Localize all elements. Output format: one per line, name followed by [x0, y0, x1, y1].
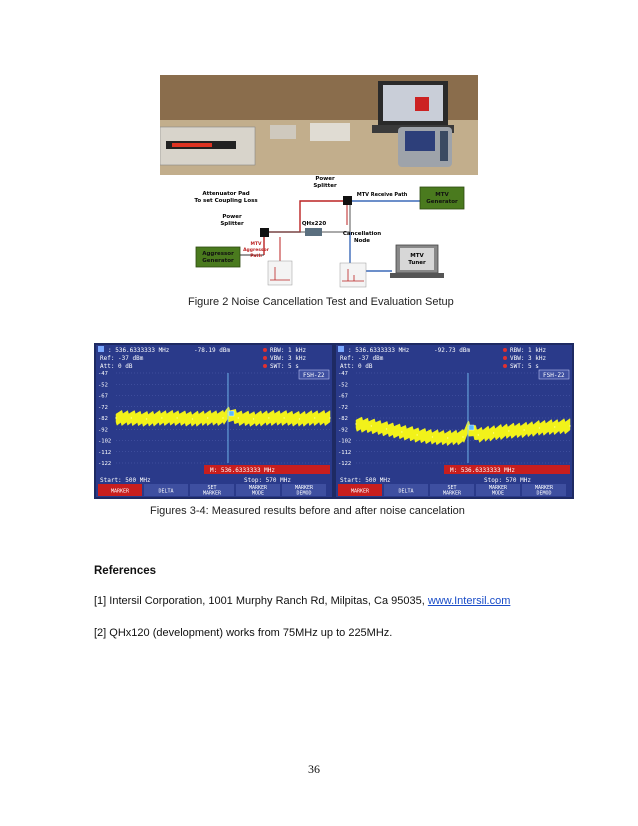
start-freq-readout: Start: 500 MHz — [340, 477, 391, 484]
y-tick-label: -112 — [98, 449, 112, 456]
softkey-label: MARKER — [488, 485, 508, 491]
label-aggressor-path-3: Path — [250, 254, 262, 259]
data-point — [478, 434, 479, 435]
softkey-label: MARKER — [248, 485, 268, 491]
swt-readout: SWT: 5 s — [510, 363, 539, 370]
softkey-row-after — [338, 484, 566, 497]
spectrum-inset-aggressor — [268, 261, 292, 285]
data-point — [329, 417, 330, 418]
y-tick-label: -52 — [98, 382, 108, 389]
data-point — [539, 427, 540, 428]
figure-2-caption: Figure 2 Noise Cancellation Test and Evaluation Setup — [188, 296, 454, 308]
data-point — [432, 436, 433, 437]
softkey-label: MARKER — [350, 488, 370, 495]
aggressor-generator-box — [196, 247, 240, 267]
analyzer-screens-figure — [94, 343, 574, 499]
y-tick-label: -112 — [338, 449, 352, 456]
label-cancellation-1: Cancellation — [342, 231, 382, 237]
vbw-readout: VBW: 3 kHz — [510, 355, 547, 362]
data-point — [146, 418, 147, 419]
model-badge: FSH-Z2 — [543, 372, 565, 379]
references-heading: References — [94, 565, 157, 577]
label-qhx220: QHx220 — [301, 221, 327, 227]
rbw-readout: RBW: 1 kHz — [270, 347, 307, 354]
label-splitter-left-2: Splitter — [220, 221, 244, 227]
label-cancellation-2: Node — [353, 238, 371, 244]
label-attenuator-2: To set Coupling Loss — [194, 198, 258, 204]
data-point — [192, 418, 193, 419]
y-tick-label: -122 — [338, 461, 352, 467]
softkey-label: MARKER — [442, 490, 462, 497]
data-point — [401, 431, 402, 432]
data-point — [268, 417, 269, 418]
marker-info-text: M: 536.6333333 MHz — [210, 467, 276, 474]
y-tick-label: -72 — [98, 404, 108, 411]
swt-readout: SWT: 5 s — [270, 363, 299, 370]
figures-3-4-caption: Figures 3-4: Measured results before and after noise cancelation — [150, 505, 465, 517]
intersil-link[interactable]: www.Intersil.com — [427, 595, 511, 607]
model-badge: FSH-Z2 — [303, 372, 325, 379]
data-point — [416, 434, 417, 435]
marker-freq-readout: : 536.6333333 MHz — [348, 347, 410, 354]
y-tick-label: -47 — [338, 371, 348, 377]
analyzer-screen-after — [336, 345, 572, 497]
setup-figure-graphic — [160, 75, 478, 295]
marker-flag — [229, 411, 234, 416]
data-point — [523, 429, 524, 430]
setup-figure — [160, 75, 478, 295]
label-splitter-left-1: Power — [222, 214, 242, 220]
page-number: 36 — [308, 762, 320, 776]
softkey-label: MARKER — [110, 488, 130, 495]
label-mtv-generator-1: MTV — [435, 192, 449, 198]
y-tick-label: -92 — [338, 427, 348, 434]
data-point — [161, 417, 162, 418]
y-tick-label: -82 — [338, 416, 348, 422]
mtv-generator-box — [420, 187, 464, 209]
analyzer-screen-before — [96, 345, 332, 497]
label-mtv-tuner-1: MTV — [410, 253, 424, 259]
label-aggressor-path-1: MTV — [250, 242, 262, 247]
softkey-label: MODE — [251, 490, 265, 497]
data-point — [493, 432, 494, 433]
y-tick-label: -102 — [338, 438, 352, 445]
y-tick-label: -47 — [98, 371, 108, 377]
data-point — [371, 425, 372, 426]
y-tick-label: -122 — [98, 461, 112, 467]
marker-level-readout: -78.19 dBm — [194, 347, 231, 354]
data-point — [447, 437, 448, 438]
softkey-label: DELTA — [158, 488, 174, 495]
softkey-label: SET — [447, 485, 457, 491]
label-aggressor-path-2: Aggressor — [243, 248, 269, 253]
ref-level-readout: Ref: -37 dBm — [100, 355, 144, 362]
label-splitter-top-2: Splitter — [313, 183, 337, 189]
label-mtv-receive-path: MTV Receive Path — [356, 192, 408, 198]
data-point — [299, 418, 300, 419]
label-aggressor-generator-1: Aggressor — [202, 251, 234, 257]
softkey-label: DEMOD — [536, 490, 552, 497]
power-splitter-top-block — [343, 196, 352, 205]
label-splitter-top-1: Power — [315, 176, 335, 182]
stop-freq-readout: Stop: 570 MHz — [484, 477, 531, 484]
data-point — [314, 417, 315, 418]
marker-level-readout: -92.73 dBm — [434, 347, 471, 354]
softkey-row-before — [98, 484, 326, 497]
y-tick-label: -102 — [98, 438, 112, 445]
rbw-readout: RBW: 1 kHz — [510, 347, 547, 354]
softkey-label: MARKER — [202, 490, 222, 497]
y-tick-label: -67 — [338, 393, 348, 400]
vbw-readout: VBW: 3 kHz — [270, 355, 307, 362]
stop-freq-readout: Stop: 570 MHz — [244, 477, 291, 484]
y-tick-label: -52 — [338, 382, 348, 389]
y-tick-label: -72 — [338, 404, 348, 411]
spectrum-inset-cancel — [340, 263, 366, 287]
data-point — [207, 417, 208, 418]
reference-1-text: [1] Intersil Corporation, 1001 Murphy Ranch Rd, Milpitas, Ca 95035, — [94, 595, 428, 607]
qhx220-block — [305, 228, 322, 236]
data-point — [222, 417, 223, 418]
setup-diagram — [160, 175, 478, 295]
softkey-label: MARKER — [534, 485, 554, 491]
data-point — [554, 426, 555, 427]
data-point — [238, 417, 239, 418]
label-mtv-generator-2: Generator — [426, 199, 458, 205]
reference-1 — [94, 595, 510, 607]
y-tick-label: -82 — [98, 416, 108, 422]
data-point — [462, 436, 463, 437]
power-splitter-left-block — [260, 228, 269, 237]
label-mtv-tuner-2: Tuner — [408, 260, 426, 266]
reference-2: [2] QHx120 (development) works from 75MHz up to 225MHz. — [94, 627, 393, 639]
y-tick-label: -67 — [98, 393, 108, 400]
softkey-label: DEMOD — [296, 490, 312, 497]
label-aggressor-generator-2: Generator — [202, 258, 234, 264]
y-tick-label: -92 — [98, 427, 108, 434]
softkey-label: MODE — [491, 490, 505, 497]
data-point — [253, 418, 254, 419]
attenuation-readout: Att: 0 dB — [100, 363, 133, 370]
softkey-label: SET — [207, 485, 217, 491]
analyzer-screens-graphic — [94, 343, 574, 499]
data-point — [355, 423, 356, 424]
lab-photo — [160, 75, 478, 175]
ref-level-readout: Ref: -37 dBm — [340, 355, 384, 362]
attenuation-readout: Att: 0 dB — [340, 363, 373, 370]
data-point — [386, 428, 387, 429]
data-point — [569, 425, 570, 426]
marker-info-text: M: 536.6333333 MHz — [450, 467, 516, 474]
data-point — [115, 417, 116, 418]
data-point — [176, 417, 177, 418]
data-point — [508, 430, 509, 431]
softkey-label: DELTA — [398, 488, 414, 495]
softkey-label: MARKER — [294, 485, 314, 491]
data-point — [131, 417, 132, 418]
marker-flag — [469, 425, 474, 430]
start-freq-readout: Start: 500 MHz — [100, 477, 151, 484]
marker-freq-readout: : 536.6333333 MHz — [108, 347, 170, 354]
label-attenuator-1: Attenuator Pad — [202, 191, 250, 197]
data-point — [283, 417, 284, 418]
